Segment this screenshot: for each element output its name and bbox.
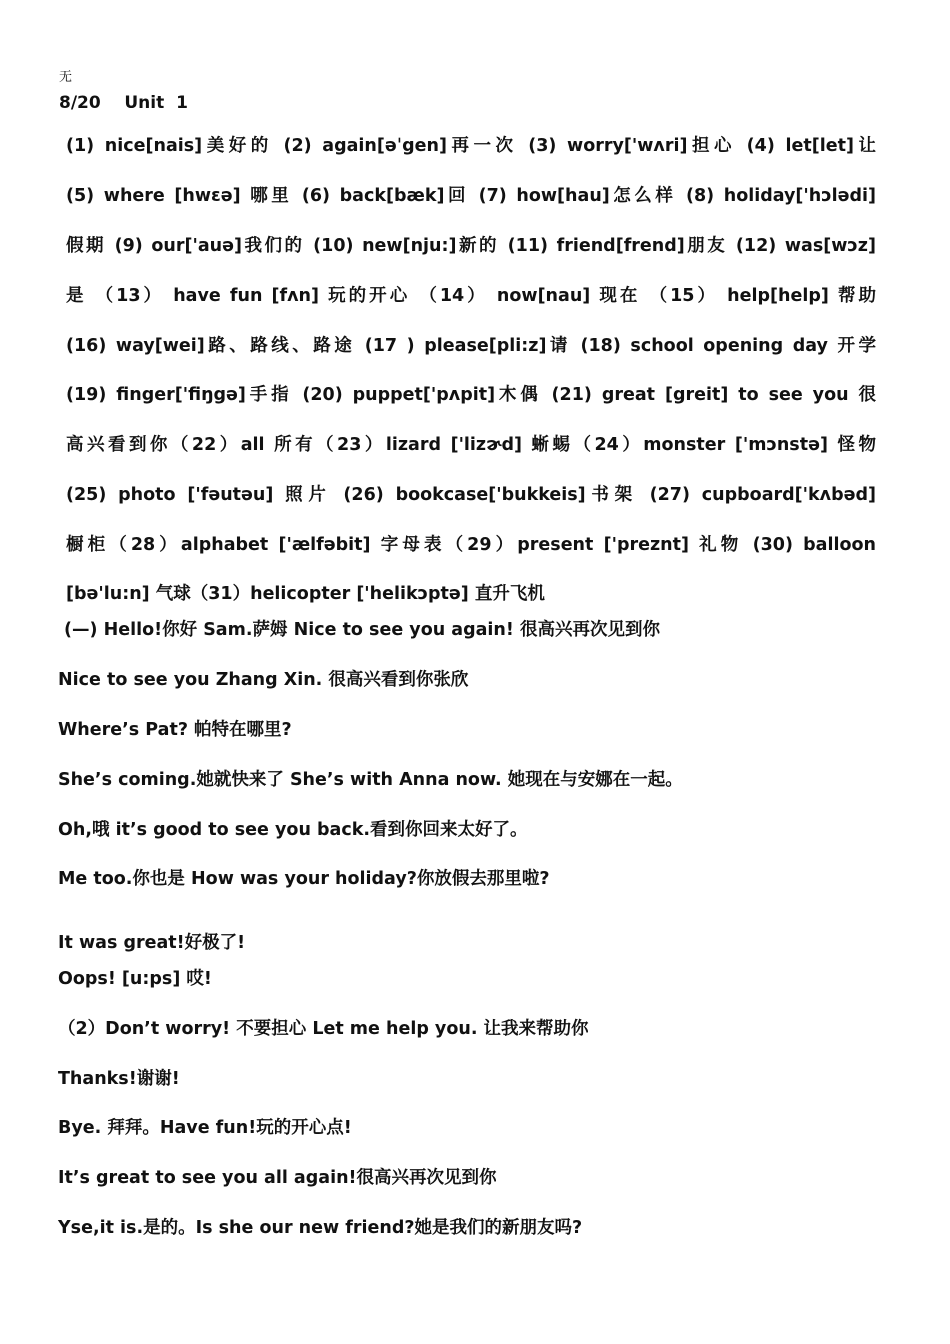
vocab-line: (1) nice[nais]美好的 (2) again[əˈgen]再一次 (3) worry['wʌri]担心 (4) let[let]让 [66, 136, 876, 156]
vocab-line: (25) photo ['fəutəu] 照片 (26) bookcase['bukkeis]书架 (27) cupboard['kʌbəd] [66, 485, 876, 505]
vocab-line: [bə'lu:n] 气球（31）helicopter ['helikɔptə] 直升飞机 [66, 584, 545, 604]
dialogue-line: Where’s Pat? 帕特在哪里? [58, 720, 292, 740]
dialogue-line: Yse,it is.是的。Is she our new friend?她是我们的新朋友吗? [58, 1218, 583, 1238]
dialogue-line: It was great!好极了! [58, 933, 246, 953]
dialogue-line: Oops! [u:ps] 哎! [58, 969, 212, 989]
vocab-line: (19) finger['fiŋgə]手指 (20) puppet['pʌpit]木偶 (21) great [greit] to see you 很 [66, 385, 876, 405]
vocab-line: 假期 (9) our['auə]我们的 (10) new[nju:]新的 (11) friend[frend]朋友 (12) was[wɔz] [66, 236, 876, 256]
vocab-line: (16) way[wei]路、路线、路途 (17 ) please[pli:z]请 (18) school opening day 开学 [66, 336, 876, 356]
vocab-line: (5) where [hwεə] 哪里 (6) back[bæk]回 (7) how[hau]怎么样 (8) holiday['hɔlədi] [66, 186, 876, 206]
vocab-line: 橱柜（28）alphabet ['ælfəbit] 字母表（29）present ['preznt] 礼物 (30) balloon [66, 535, 876, 555]
dialogue-line: (—) Hello!你好 Sam.萨姆 Nice to see you again! 很高兴再次见到你 [64, 620, 660, 640]
dialogue-line: She’s coming.她就快来了 She’s with Anna now. 她现在与安娜在一起。 [58, 770, 683, 790]
dialogue-line: Nice to see you Zhang Xin. 很高兴看到你张欣 [58, 670, 469, 690]
vocab-line: 高兴看到你（22）all 所有（23）lizard ['lizɚd] 蜥蜴（24）monster ['mɔnstə] 怪物 [66, 435, 876, 455]
dialogue-line: Me too.你也是 How was your holiday?你放假去那里啦? [58, 869, 550, 889]
header-note: 无 [59, 70, 73, 85]
dialogue-line: （2）Don’t worry! 不要担心 Let me help you. 让我来帮助你 [58, 1019, 589, 1039]
date-unit-line: 8/20 Unit 1 [59, 93, 188, 113]
vocab-line: 是 （13） have fun [fʌn] 玩的开心 （14） now[nau] 现在 （15） help[help] 帮助 [66, 286, 876, 306]
dialogue-line: Thanks!谢谢! [58, 1069, 180, 1089]
dialogue-line: It’s great to see you all again!很高兴再次见到你 [58, 1168, 497, 1188]
dialogue-line: Oh,哦 it’s good to see you back.看到你回来太好了。 [58, 820, 528, 840]
dialogue-line: Bye. 拜拜。Have fun!玩的开心点! [58, 1118, 352, 1138]
